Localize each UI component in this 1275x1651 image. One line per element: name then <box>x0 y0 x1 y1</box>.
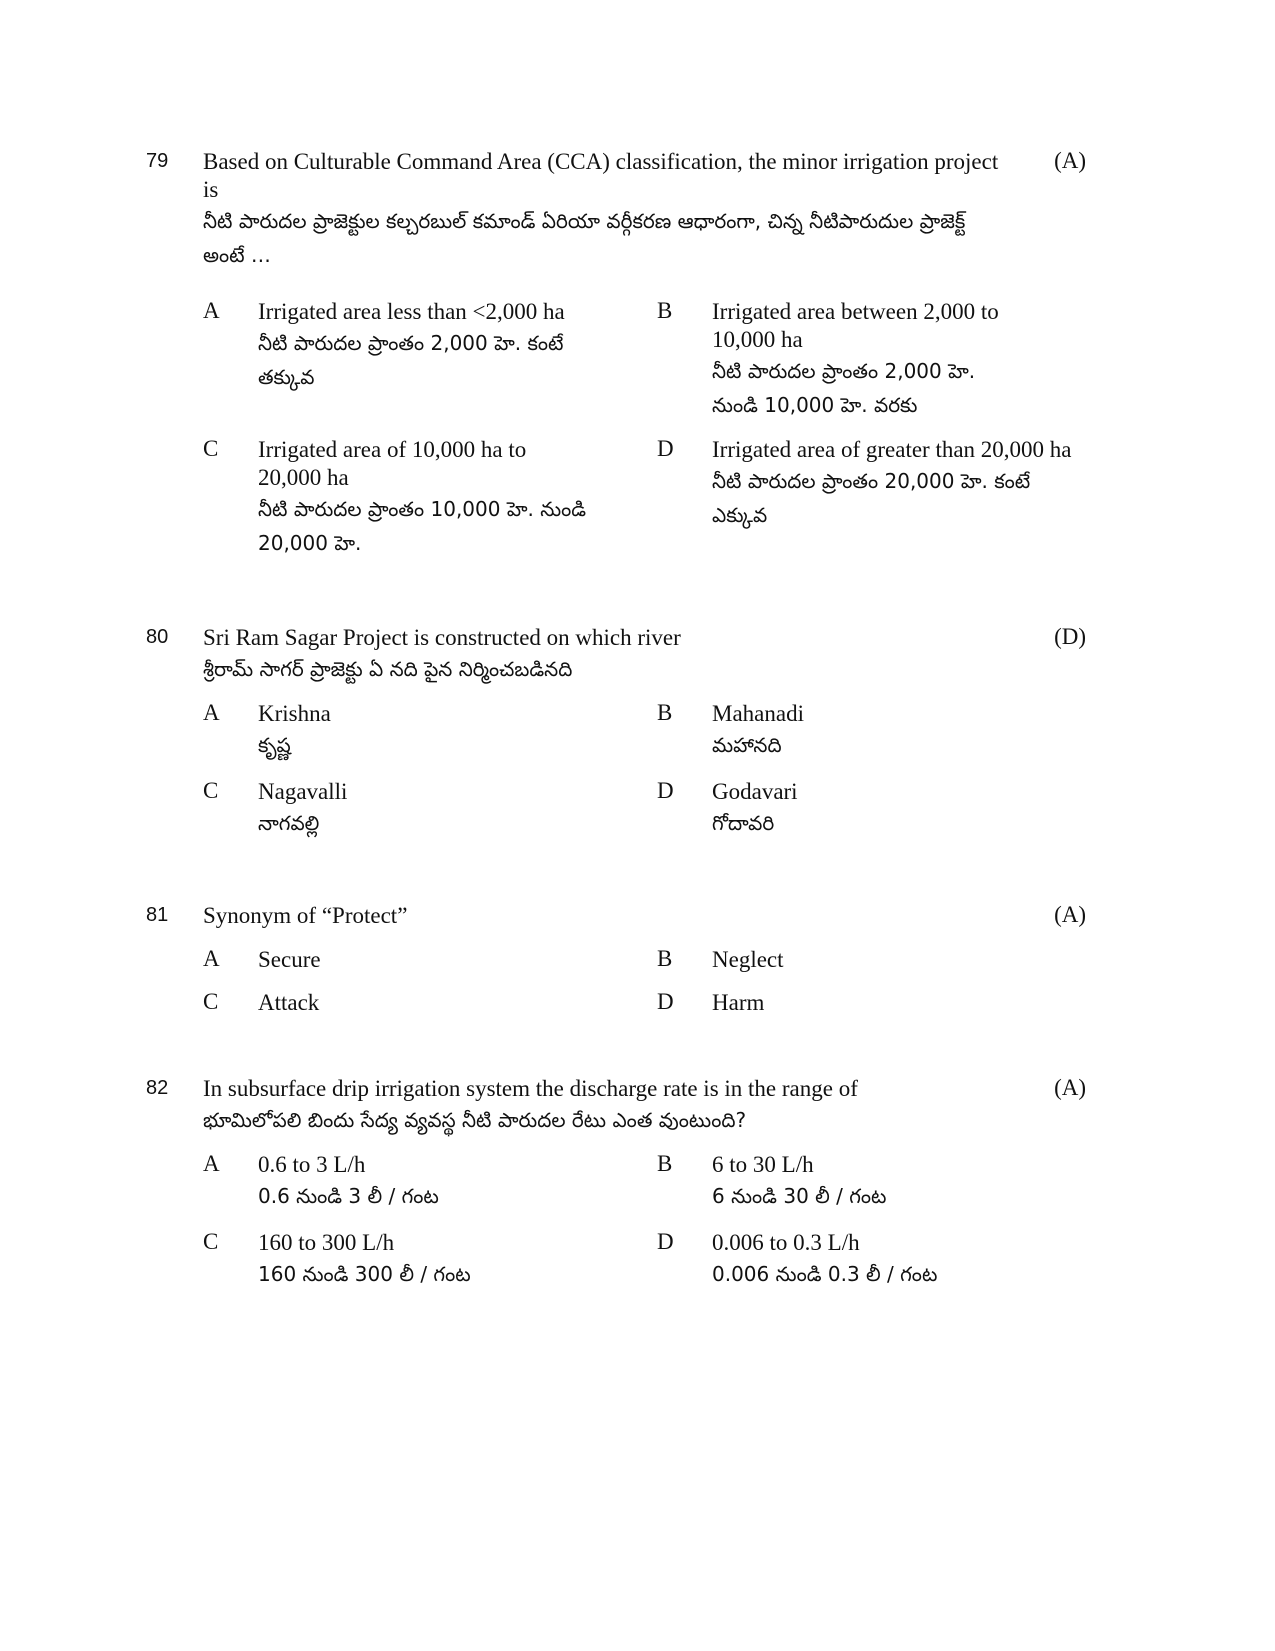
option-text-en: Secure <box>258 947 321 972</box>
option-text-en: Krishna <box>258 701 331 726</box>
question-number: 80 <box>146 626 169 648</box>
option-letter: D <box>657 778 674 803</box>
option-text-te: నీటి పారుదల ప్రాంతం 2,000 హె. నుండి 10,000 హె. వరకు <box>712 359 976 417</box>
question-text-en: In subsurface drip irrigation system the discharge rate is in the range of <box>203 1076 858 1101</box>
option-text-te: నీటి పారుదల ప్రాంతం 10,000 హె. నుండి 20,000 హె. <box>258 497 587 555</box>
question-82 <box>146 1075 1086 1286</box>
option-letter: B <box>657 1151 673 1176</box>
option-text-te: గోదావరి <box>712 811 775 835</box>
option-letter: A <box>203 1151 220 1176</box>
question-number: 81 <box>146 904 169 926</box>
answer-key: (A) <box>1054 1075 1086 1100</box>
option-text-en: Godavari <box>712 779 798 804</box>
option-text-te: నీటి పారుదల ప్రాంతం 20,000 హె. కంటే ఎక్కువ <box>712 469 1031 527</box>
option-text-te: మహానది <box>712 733 782 757</box>
question-80 <box>146 624 1086 835</box>
option-text-te: నాగవల్లి <box>258 811 320 835</box>
option-text-en: Irrigated area less than <2,000 ha <box>258 299 565 324</box>
option-letter: C <box>203 1229 219 1254</box>
option-letter: B <box>657 946 673 971</box>
option-text-en: Attack <box>258 990 320 1015</box>
option-letter: D <box>657 989 674 1014</box>
option-letter: D <box>657 436 674 461</box>
question-text-te: భూమిలోపలి బిందు సేద్య వ్యవస్థ నీటి పారుదల రేటు ఎంత వుంటుంది? <box>203 1108 747 1132</box>
question-number: 79 <box>146 150 169 172</box>
option-text-te: 0.6 నుండి 3 లీ / గంట <box>258 1184 439 1208</box>
option-text-en: Harm <box>712 990 765 1015</box>
option-text-en: Nagavalli <box>258 779 348 804</box>
option-letter: B <box>657 700 673 725</box>
answer-key: (A) <box>1054 148 1086 173</box>
option-text-te: కృష్ణ <box>258 733 291 757</box>
option-text-te: నీటి పారుదల ప్రాంతం 2,000 హె. కంటే తక్కువ <box>258 331 564 389</box>
question-text-en: Sri Ram Sagar Project is constructed on which river <box>203 625 681 650</box>
option-text-en: Irrigated area of greater than 20,000 ha <box>712 437 1072 462</box>
option-text-en: 160 to 300 L/h <box>258 1230 395 1255</box>
question-81 <box>146 902 1086 1015</box>
option-letter: C <box>203 778 219 803</box>
option-letter: A <box>203 298 220 323</box>
option-text-te: 0.006 నుండి 0.3 లీ / గంట <box>712 1262 938 1286</box>
option-text-te: 160 నుండి 300 లీ / గంట <box>258 1262 471 1286</box>
option-text-en: 0.006 to 0.3 L/h <box>712 1230 860 1255</box>
option-letter: B <box>657 298 673 323</box>
option-text-en: Irrigated area between 2,000 to 10,000 ha <box>712 299 999 352</box>
option-letter: C <box>203 436 219 461</box>
option-text-en: Neglect <box>712 947 784 972</box>
question-text-te: నీటి పారుదల ప్రాజెక్టుల కల్చరబుల్ కమాండ్ ఏరియా వర్గీకరణ ఆధారంగా, చిన్న నీటిపారుదుల ప్రాజెక్ట్ అంటే … <box>203 209 966 267</box>
option-text-en: Irrigated area of 10,000 ha to 20,000 ha <box>258 437 527 490</box>
question-text-en: Synonym of “Protect” <box>203 903 408 928</box>
option-text-en: Mahanadi <box>712 701 804 726</box>
answer-key: (D) <box>1054 624 1086 649</box>
question-text-en: Based on Culturable Command Area (CCA) classification, the minor irrigation project is <box>203 149 999 202</box>
answer-key: (A) <box>1054 902 1086 927</box>
option-letter: D <box>657 1229 674 1254</box>
question-number: 82 <box>146 1077 169 1099</box>
option-text-en: 0.6 to 3 L/h <box>258 1152 366 1177</box>
option-letter: C <box>203 989 219 1014</box>
option-text-te: 6 నుండి 30 లీ / గంట <box>712 1184 887 1208</box>
option-letter: A <box>203 946 220 971</box>
option-letter: A <box>203 700 220 725</box>
question-text-te: శ్రీరామ్ సాగర్ ప్రాజెక్టు ఏ నది పైన నిర్మించబడినది <box>203 657 573 681</box>
option-text-en: 6 to 30 L/h <box>712 1152 814 1177</box>
question-79 <box>146 148 1086 555</box>
